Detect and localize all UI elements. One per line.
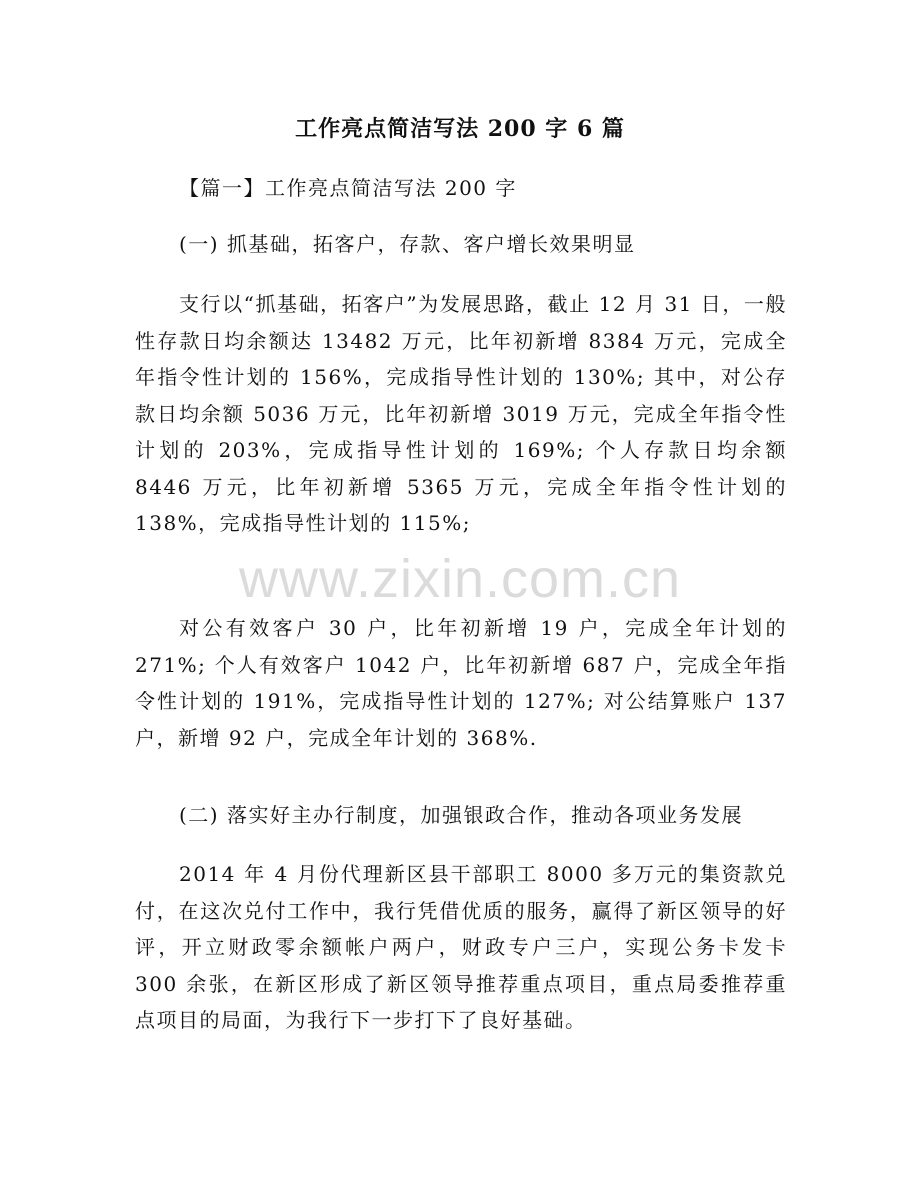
watermark-text: www.zixin.com.cn xyxy=(238,549,682,609)
subheading-1: (一) 抓基础，拓客户，存款、客户增长效果明显 xyxy=(179,232,636,256)
paragraph-1: 支行以“抓基础，拓客户”为发展思路，截止 12 月 31 日，一般性存款日均余额达 13482 万元，比年初新增 8384 万元，完成全年指令性计划的 156%，完成指导性计划的 130%; 其中，对公存款日均余额 5036 万元，比年初新增 3019 万元，完成全年指令性计划的 203%，完成指导性计划的 169%; 个人存款日均余额 8446 万元，比年初新增 5365 万元，完成全年指令性计划的 138%，完成指导性计划的 115%; xyxy=(135,292,787,535)
paragraph-2: 对公有效客户 30 户，比年初新增 19 户，完成全年计划的 271%; 个人有效客户 1042 户，比年初新增 687 户，完成全年指令性计划的 191%，完成指导性计划的 127%; 对公结算账户 137 户，新增 92 户，完成全年计划的 368%. xyxy=(135,616,787,750)
document-title: 工作亮点简洁写法 200 字 6 篇 xyxy=(295,116,625,142)
section-heading: 【篇一】工作亮点简洁写法 200 字 xyxy=(179,176,517,200)
subheading-2: (二) 落实好主办行制度，加强银政合作，推动各项业务发展 xyxy=(179,803,743,827)
paragraph-3: 2014 年 4 月份代理新区县干部职工 8000 多万元的集资款兑付，在这次兑付工作中，我行凭借优质的服务，赢得了新区领导的好评，开立财政零余额帐户两户，财政专户三户，实现公务卡发卡 300 余张，在新区形成了新区领导推荐重点项目，重点局委推荐重点项目的局面，为我行下一步打下了良好基础。 xyxy=(135,862,787,1032)
